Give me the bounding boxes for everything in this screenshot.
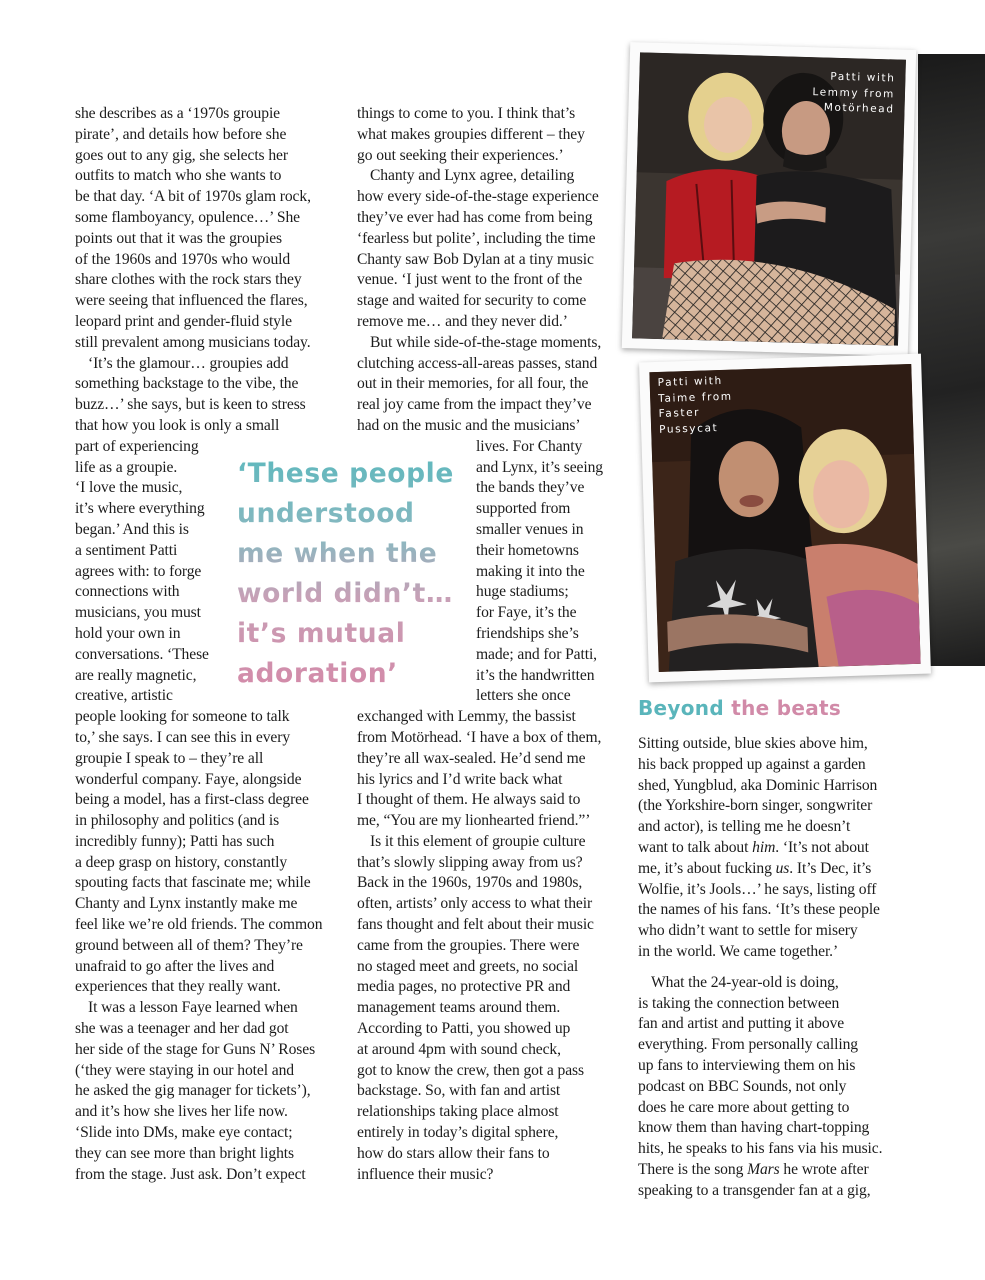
pull-quote-line: world didn’t… — [237, 578, 453, 609]
text-line: share clothes with the rock stars they — [75, 271, 302, 289]
text-line: experiences that they really want. — [75, 978, 281, 996]
text-line: Chanty and Lynx agree, detailing — [370, 167, 575, 185]
text-line: a deep grasp on history, constantly — [75, 853, 288, 871]
paragraph — [75, 104, 345, 354]
text-line: Chanty and Lynx instantly make me — [75, 895, 298, 913]
text-line: she describes as a ‘1970s groupie — [75, 105, 280, 122]
text-line: at around 4pm with sound check, — [357, 1040, 561, 1058]
text-line: What the 24-year-old is doing, — [651, 973, 839, 991]
text-line: But while side-of-the-stage moments, — [370, 333, 602, 351]
text-line: is taking the connection between — [638, 994, 840, 1012]
text-line: they can see more than bright lights — [75, 1144, 294, 1162]
text-line: she was a teenager and her dad got — [75, 1020, 289, 1038]
text-line: ‘It’s the glamour… groupies add — [88, 354, 289, 372]
text-line: management teams around them. — [357, 999, 561, 1017]
text-line: fan and artist and putting it above — [638, 1015, 845, 1033]
text-line: ground between all of them? They’re — [75, 936, 303, 954]
text-line: It was a lesson Faye learned when — [88, 999, 298, 1017]
text-line: are really magnetic, — [75, 666, 197, 684]
text-line: making it into the — [476, 562, 585, 580]
text-line: they’ve ever had has come from being — [357, 208, 593, 226]
text-line: from the stage. Just ask. Don’t expect — [75, 1165, 306, 1183]
caption-line: Patti with — [657, 374, 723, 389]
text-line: (the Yorkshire-born singer, songwriter — [638, 797, 873, 815]
text-line: creative, artistic — [75, 687, 173, 705]
text-line: in philosophy and politics (and is — [75, 812, 280, 830]
text-line: entirely in today’s digital sphere, — [357, 1124, 559, 1142]
text-line: what makes groupies different – they — [357, 125, 585, 143]
text-line: backstage. So, with fan and artist — [357, 1082, 561, 1100]
text-line: for Faye, it’s the — [476, 604, 577, 622]
text-line: supported from — [476, 500, 571, 518]
text-line: know them than having chart-topping — [638, 1119, 870, 1137]
text-line: hold your own in — [75, 624, 181, 642]
text-line: Chanty saw Bob Dylan at a tiny music — [357, 250, 594, 268]
text-line: remove me… and they never did.’ — [357, 312, 568, 330]
text-line: it’s the handwritten — [476, 666, 595, 684]
paragraph — [357, 166, 624, 332]
text-line: does he care more about getting to — [638, 1098, 850, 1116]
text-line: that how you look is only a small — [75, 416, 280, 434]
text-line: wonderful company. Faye, alongside — [75, 770, 302, 788]
text-line: some flamboyancy, opulence…’ She — [75, 208, 301, 226]
text-line: his back propped up against a garden — [638, 755, 866, 773]
text-line — [638, 838, 910, 859]
text-line: (‘they were staying in our hotel and — [75, 1061, 294, 1079]
pull-quote-line: adoration’ — [237, 658, 398, 689]
text-run: There is the song — [638, 1160, 748, 1178]
text-line: out in their memories, for all four, the — [357, 375, 589, 393]
text-line: unafraid to go after the lives and — [75, 957, 275, 975]
text-line: fans thought and felt about their music — [357, 916, 594, 934]
text-line: Wolfie, it’s Jools…’ he says, listing off — [638, 880, 877, 898]
text-line: the names of his fans. ‘It’s these people — [638, 901, 880, 919]
paragraph — [638, 734, 910, 963]
caption-line: Taime from — [657, 390, 733, 405]
text-line: things to come to you. I think that’s — [357, 105, 576, 122]
caption-line: Faster — [658, 406, 701, 420]
text-line: her side of the stage for Guns N’ Roses — [75, 1040, 316, 1058]
text-line: letters she once — [476, 687, 571, 705]
text-line: incredibly funny); Patti has such — [75, 832, 275, 850]
text-run: . ‘It’s not about — [775, 838, 869, 856]
text-line — [638, 1160, 910, 1181]
caption-line: Motörhead — [823, 101, 895, 116]
text-line: people looking for someone to talk — [75, 708, 290, 726]
paragraph — [638, 973, 910, 1202]
text-line: got to know the crew, then got a pass — [357, 1061, 584, 1079]
text-line: Sitting outside, blue skies above him, — [638, 735, 868, 752]
text-line: exchanged with Lemmy, the bassist — [357, 708, 576, 726]
text-line: how every side-of-the-stage experience — [357, 188, 599, 206]
section-heading-part1: Beyond — [638, 696, 724, 720]
photo-patti-lemmy — [622, 42, 916, 356]
text-line: and it’s how she lives her life now. — [75, 1103, 288, 1121]
text-line: still prevalent among musicians today. — [75, 333, 311, 351]
text-line: made; and for Patti, — [476, 645, 597, 663]
pull-quote-line: understood — [237, 498, 415, 529]
text-line: agrees with: to forge — [75, 562, 202, 580]
caption-line: Patti with — [830, 70, 896, 85]
text-line: ‘I love the music, — [75, 479, 183, 497]
text-line: up fans to interviewing them on his — [638, 1056, 856, 1074]
text-line: Is it this element of groupie culture — [370, 832, 586, 850]
text-line: life as a groupie. — [75, 458, 178, 476]
text-line: go out seeking their experiences.’ — [357, 146, 564, 164]
text-line: the bands they’ve — [476, 479, 585, 497]
text-line: huge stadiums; — [476, 583, 569, 601]
text-line: According to Patti, you showed up — [357, 1020, 571, 1038]
photo-patti-taime-caption — [657, 374, 733, 438]
text-line: and Lynx, it’s seeing — [476, 458, 603, 476]
emphasis: us — [775, 859, 790, 877]
caption-line: Pussycat — [658, 421, 719, 436]
article-column-3 — [638, 734, 910, 1202]
text-line: being a model, has a first-class degree — [75, 791, 309, 809]
text-line: his lyrics and I’d write back what — [357, 770, 563, 788]
text-line: no staged meet and greets, no social — [357, 957, 579, 975]
text-line: a sentiment Patti — [75, 541, 178, 559]
text-line: to,’ she says. I can see this in every — [75, 728, 291, 746]
text-line: goes out to any gig, she selects her — [75, 146, 288, 164]
text-line: leopard print and gender-fluid style — [75, 312, 292, 330]
photo-patti-lemmy-caption — [812, 69, 896, 118]
text-line: stage and waited for security to come — [357, 292, 587, 310]
text-line: buzz…’ she says, but is keen to stress — [75, 396, 306, 414]
text-line: he asked the gig manager for tickets’), — [75, 1082, 311, 1100]
pull-quote-line: me when the — [237, 538, 438, 569]
text-line: everything. From personally calling — [638, 1036, 858, 1054]
text-line: venue. ‘I just went to the front of the — [357, 271, 583, 289]
text-line: their hometowns — [476, 541, 579, 559]
photo-patti-taime — [639, 354, 931, 683]
text-line: groupie I speak to – they’re all — [75, 749, 264, 767]
text-line: it’s where everything — [75, 500, 205, 518]
text-line: spouting facts that fascinate me; while — [75, 874, 311, 892]
stage-photo-edge — [918, 54, 985, 666]
text-line: real joy came from the impact they’ve — [357, 396, 592, 414]
text-line: speaking to a transgender fan at a gig, — [638, 1181, 871, 1199]
paragraph — [75, 998, 345, 1185]
section-heading-part2: the beats — [731, 696, 842, 720]
text-run: . It’s Dec, it’s — [789, 859, 872, 877]
article-column-2 — [357, 104, 624, 1185]
text-line: from Motörhead. ‘I have a box of them, — [357, 728, 602, 746]
text-line: ‘fearless but polite’, including the time — [357, 229, 596, 247]
text-line: friendships she’s — [476, 624, 579, 642]
text-line: influence their music? — [357, 1165, 494, 1183]
text-line: pirate’, and details how before she — [75, 125, 287, 143]
paragraph — [357, 832, 624, 1186]
text-line: outfits to match who she wants to — [75, 167, 282, 185]
text-line: came from the groupies. There were — [357, 936, 580, 954]
text-line: part of experiencing — [75, 437, 199, 455]
text-line — [638, 859, 910, 880]
text-line: who didn’t want to settle for misery — [638, 922, 858, 940]
pull-quote-line: ‘These people — [237, 458, 454, 489]
text-line: smaller venues in — [476, 520, 584, 538]
text-line: they’re all wax-sealed. He’d send me — [357, 749, 586, 767]
text-line: relationships taking place almost — [357, 1103, 559, 1121]
text-line: feel like we’re old friends. The common — [75, 916, 323, 934]
text-line: began.’ And this is — [75, 520, 189, 538]
text-line: lives. For Chanty — [476, 437, 583, 455]
text-line: podcast on BBC Sounds, not only — [638, 1077, 847, 1095]
text-line: conversations. ‘These — [75, 645, 209, 663]
text-line: be that day. ‘A bit of 1970s glam rock, — [75, 188, 311, 206]
text-line: I thought of them. He always said to — [357, 791, 581, 809]
emphasis: him — [752, 838, 776, 856]
text-line: of the 1960s and 1970s who would — [75, 250, 291, 268]
text-line: were seeing that influenced the flares, — [75, 292, 308, 310]
text-line: how do stars allow their fans to — [357, 1144, 550, 1162]
text-line: hits, he speaks to his fans via his music. — [638, 1140, 883, 1158]
text-line: musicians, you must — [75, 604, 201, 622]
text-line: media pages, no protective PR and — [357, 978, 571, 996]
paragraph — [357, 104, 624, 166]
section-heading — [638, 696, 841, 720]
text-line: Back in the 1960s, 1970s and 1980s, — [357, 874, 583, 892]
text-line: clutching access-all-areas passes, stand — [357, 354, 598, 372]
text-line: in the world. We came together.’ — [638, 942, 839, 960]
text-run: want to talk about — [638, 838, 753, 856]
text-line: ‘Slide into DMs, make eye contact; — [75, 1124, 293, 1142]
text-line: connections with — [75, 583, 180, 601]
text-run: me, it’s about fucking — [638, 859, 776, 877]
text-run: he wrote after — [779, 1160, 869, 1178]
text-line: and actor), is telling me he doesn’t — [638, 818, 851, 836]
text-line: that’s slowly slipping away from us? — [357, 853, 583, 871]
emphasis: Mars — [747, 1160, 780, 1178]
caption-line: Lemmy from — [812, 85, 896, 100]
paragraph — [357, 333, 624, 832]
text-line: often, artists’ only access to what their — [357, 895, 593, 913]
pull-quote-line: it’s mutual — [237, 618, 406, 649]
text-line: points out that it was the groupies — [75, 229, 282, 247]
text-line: shed, Yungblud, aka Dominic Harrison — [638, 776, 878, 794]
text-line: something backstage to the vibe, the — [75, 375, 299, 393]
text-line: had on the music and the musicians’ — [357, 416, 581, 434]
text-line: me, “You are my lionhearted friend.”’ — [357, 812, 591, 830]
